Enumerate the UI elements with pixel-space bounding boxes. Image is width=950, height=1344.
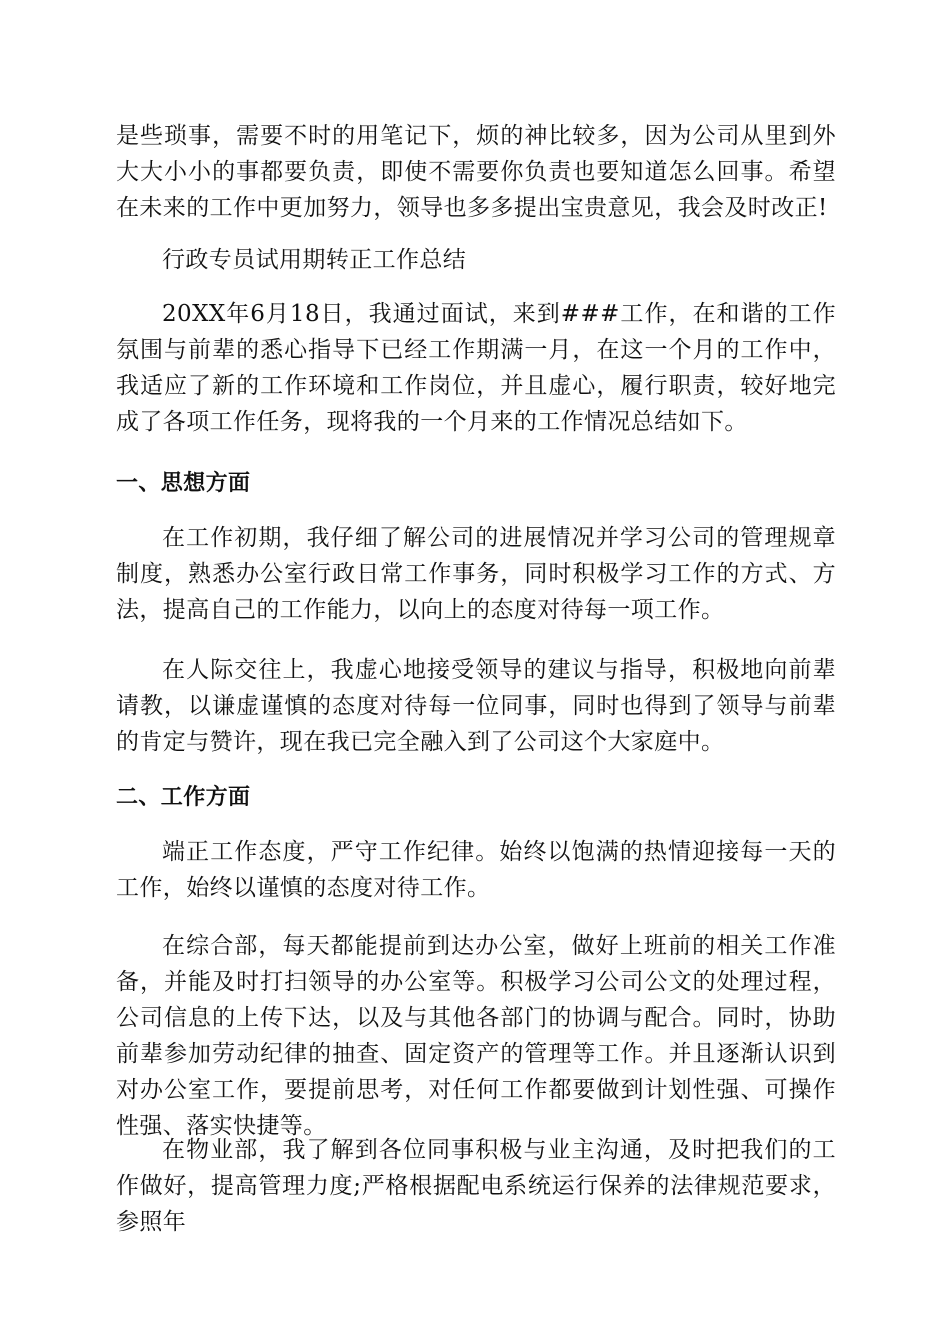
- paragraph-continuation: 是些琐事，需要不时的用笔记下，烦的神比较多，因为公司从里到外大大小小的事都要负责，即使不需要你负责也要知道怎么回事。希望在未来的工作中更加努力，领导也多多提出宝贵意见，我会及时改正!: [116, 123, 836, 221]
- paragraph-intro: 20XX年6月18日，我通过面试，来到###工作，在和谐的工作氛围与前辈的悉心指导下已经工作期满一月，在这一个月的工作中，我适应了新的工作环境和工作岗位，并且虚心，履行职责，较好地完成了各项工作任务，现将我的一个月来的工作情况总结如下。: [116, 301, 836, 435]
- section-heading-work: 二、工作方面: [116, 785, 251, 810]
- paragraph-work-2: 在综合部，每天都能提前到达办公室，做好上班前的相关工作准备，并能及时打扫领导的办公室等。积极学习公司公文的处理过程，公司信息的上传下达，以及与其他各部门的协调与配合。同时，协助前辈参加劳动纪律的抽查、固定资产的管理等工作。并且逐渐认识到对办公室工作，要提前思考，对任何工作都要做到计划性强、可操作性强、落实快捷等。: [116, 933, 836, 1139]
- document-title: 行政专员试用期转正工作总结: [162, 247, 467, 273]
- paragraph-work-1: 端正工作态度，严守工作纪律。始终以饱满的热情迎接每一天的工作，始终以谨慎的态度对待工作。: [116, 839, 836, 901]
- paragraph-work-3: 在物业部，我了解到各位同事积极与业主沟通，及时把我们的工作做好，提高管理力度;严格根据配电系统运行保养的法律规范要求，参照年: [116, 1137, 836, 1235]
- section-heading-thought: 一、思想方面: [116, 471, 251, 496]
- paragraph-thought-1: 在工作初期，我仔细了解公司的进展情况并学习公司的管理规章制度，熟悉办公室行政日常工作事务，同时积极学习工作的方式、方法，提高自己的工作能力，以向上的态度对待每一项工作。: [116, 525, 836, 623]
- paragraph-thought-2: 在人际交往上，我虚心地接受领导的建议与指导，积极地向前辈请教，以谦虚谨慎的态度对待每一位同事，同时也得到了领导与前辈的肯定与赞许，现在我已完全融入到了公司这个大家庭中。: [116, 657, 836, 755]
